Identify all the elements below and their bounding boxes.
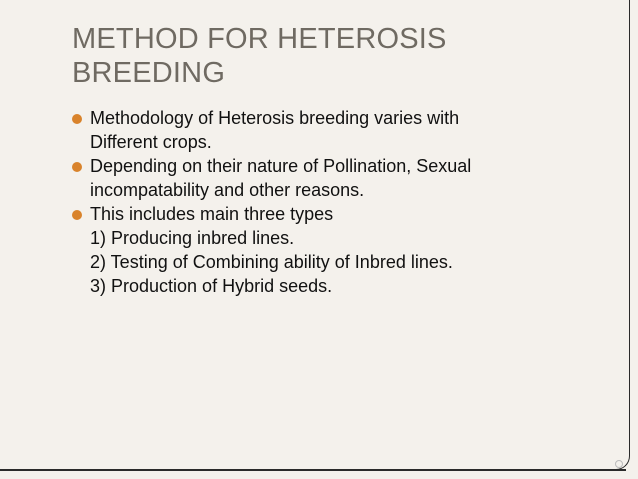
bullet-text: incompatability and other reasons. — [90, 180, 365, 200]
sub-item-text: 1) Producing inbred lines. — [90, 228, 295, 248]
slide-number-marker — [615, 460, 623, 468]
bullet-dot-icon — [72, 210, 82, 220]
sub-item-text: 2) Testing of Combining ability of Inbred lines. — [90, 252, 453, 272]
title-line-2: BREEDING — [72, 57, 226, 89]
slide-frame-bottom-line — [0, 469, 626, 471]
bullet-text: This includes main three types — [90, 204, 334, 224]
bullet-list — [72, 106, 612, 298]
bullet-dot-icon — [72, 162, 82, 172]
sub-item-text: 3) Production of Hybrid seeds. — [90, 276, 333, 296]
slide-title — [72, 22, 592, 90]
bullet-item-pollination — [72, 154, 612, 202]
bullet-text: Depending on their nature of Pollination, Sexual — [90, 156, 472, 176]
bullet-text: Different crops. — [90, 132, 212, 152]
bullet-item-methodology — [72, 106, 612, 154]
bullet-item-three-types — [72, 202, 612, 298]
bullet-dot-icon — [72, 114, 82, 124]
title-line-1: METHOD FOR HETEROSIS — [72, 23, 447, 55]
bullet-text: Methodology of Heterosis breeding varies with — [90, 108, 460, 128]
